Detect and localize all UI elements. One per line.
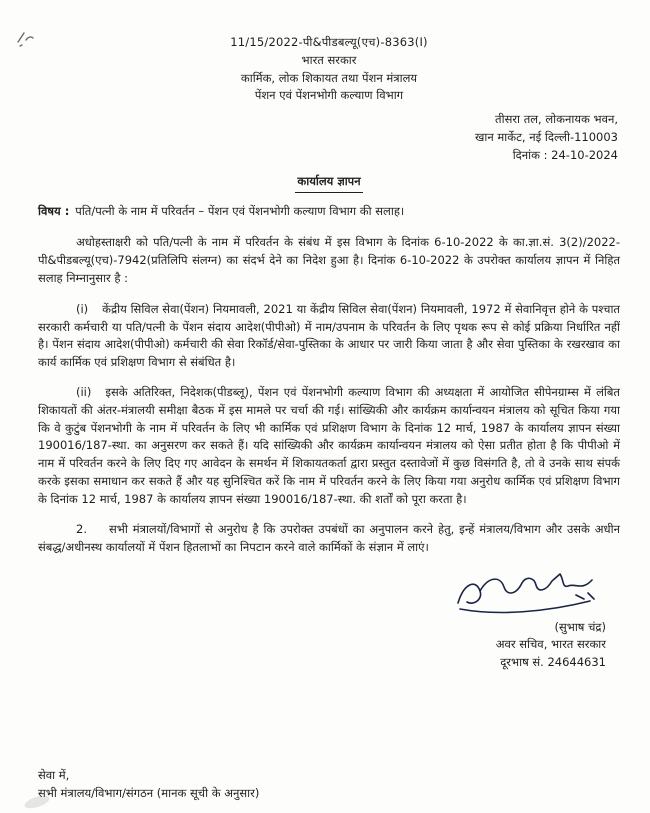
signatory-name: (सुभाष चंद्र): [554, 620, 606, 635]
addressee-line-1: सेवा में,: [38, 768, 70, 783]
signature: [448, 569, 600, 617]
item-i-label: (i): [76, 301, 89, 316]
paragraph-2-number: 2.: [76, 521, 87, 536]
item-i-text: केंद्रीय सिविल सेवा(पेंशन) नियमावली, 2021 या केंद्रीय सिविल सेवा(पेंशन) नियमावली, 1972 में सेवानिवृत्त होने के पश्चात सरकारी कर्मचारी या पति/पत्नी के पेंशन संदाय आदेश(पीपीओ) में नाम/उपनाम के परिवर्तन के लिए पृथक रूप से कोई प्रक्रिया निर्धारित नहीं है। पेंशन संदाय आदेश(पीपीओ) कर्मचारी की सेवा रिकॉर्ड/सेवा-पुस्तिका के आधार पर जारी किया जाता है और सेवा पुस्तिका के रखरखाव का कार्य कार्मिक एवं प्रशिक्षण विभाग से संबंधित है।: [38, 301, 620, 370]
handwritten-mark: [12, 26, 46, 50]
paragraph-2: [38, 521, 620, 557]
paragraph-item-i: [38, 301, 620, 372]
signatory-phone: दूरभाष सं. 24644631: [500, 654, 606, 669]
date-line: दिनांक : 24-10-2024: [512, 147, 618, 162]
signature-block: [38, 569, 620, 671]
signatory-designation: अवर सचिव, भारत सरकार: [495, 637, 606, 652]
scan-artifact: [23, 793, 51, 811]
item-ii-label: (ii): [76, 385, 92, 399]
paragraph-intro: अधोहस्ताक्षरी को पति/पत्नी के नाम में परिवर्तन के संबंध में इस विभाग के दिनांक 6-10-2022 के का.ज्ञा.सं. 3(2)/2022-पी&पीडबल्यू(एच)-7942(प्रतिलिपि संलग्न) का संदर्भ देने का निदेश हुआ है। दिनांक 6-10-2022 के उपरोक्त कार्यालय ज्ञापन में निहित सलाह निम्नानुसार है :: [38, 235, 620, 285]
item-ii-text: इसके अतिरिक्त, निदेशक(पीडब्लू), पेंशन एवं पेंशनभोगी कल्याण विभाग की अध्यक्षता में आयोजित सीपेनग्राम्स में लंबित शिकायतों की अंतर-मंत्रालयी समीक्षा बैठक में इस मामले पर चर्चा की गई। सांख्यिकी और कार्यक्रम कार्यान्वयन मंत्रालय को सूचित किया गया कि वे कुटुंब पेंशनभोगी के नाम में परिवर्तन के लिए भी कार्मिक एवं प्रशिक्षण विभाग के दिनांक 12 मार्च, 1987 के कार्यालय ज्ञापन संख्या 190016/187-स्था. का अनुसरण कर सकते हैं। यदि सांख्यिकी और कार्यक्रम कार्यान्वयन मंत्रालय को ऐसा प्रतीत होता है कि पीपीओ में नाम में परिवर्तन करने के लिए दिए गए आवेदन के समर्थन में शिकायतकर्ता द्वारा प्रस्तुत दस्तावेजों में कुछ विसंगति है, तो वे उनके साथ संपर्क करके इसका समाधान कर सकते हैं और यह सुनिश्चित करें कि नाम में परिवर्तन करने के लिए किया गया अनुरोध कार्मिक एवं प्रशिक्षण विभाग के दिनांक 12 मार्च, 1987 के कार्यालय ज्ञापन संख्या 190016/187-स्था. की शर्तों को पूरा करता है।: [38, 385, 620, 506]
ministry-line: कार्मिक, लोक शिकायत तथा पेंशन मंत्रालय: [240, 70, 418, 85]
paragraph-2-text: सभी मंत्रालयों/विभागों से अनुरोध है कि उपरोक्त उपबंधों का अनुपालन करने हेतु, इन्हें मंत्रालय/विभाग और उसके अधीन संबद्ध/अधीनस्थ कार्यालयों में पेंशन हितलाभों का निपटान करने वाले कार्मिकों के संज्ञान में लाएं।: [38, 521, 620, 554]
letterhead: [38, 34, 620, 105]
department-line: पेंशन एवं पेंशनभोगी कल्याण विभाग: [254, 88, 404, 103]
subject-line: [38, 203, 620, 221]
subject-label: विषय :: [38, 203, 70, 218]
addressee-block: [38, 767, 259, 803]
address-line-2: खान मार्केट, नई दिल्ली-110003: [475, 130, 618, 145]
government-line: भारत सरकार: [301, 52, 357, 67]
subject-text: पति/पत्नी के नाम में परिवर्तन – पेंशन एवं पेंशनभोगी कल्याण विभाग की सलाह।: [75, 203, 405, 218]
address-line-1: तीसरा तल, लोकनायक भवन,: [495, 112, 618, 127]
reference-number: 11/15/2022-पी&पीडबल्यू(एच)-8363(I): [230, 35, 428, 49]
address-block: [38, 111, 618, 164]
addressee-line-2: सभी मंत्रालय/विभाग/संगठन (मानक सूची के अनुसार): [38, 786, 260, 801]
paragraph-item-ii: [38, 384, 620, 509]
document-title: कार्यालय ज्ञापन: [295, 173, 362, 193]
